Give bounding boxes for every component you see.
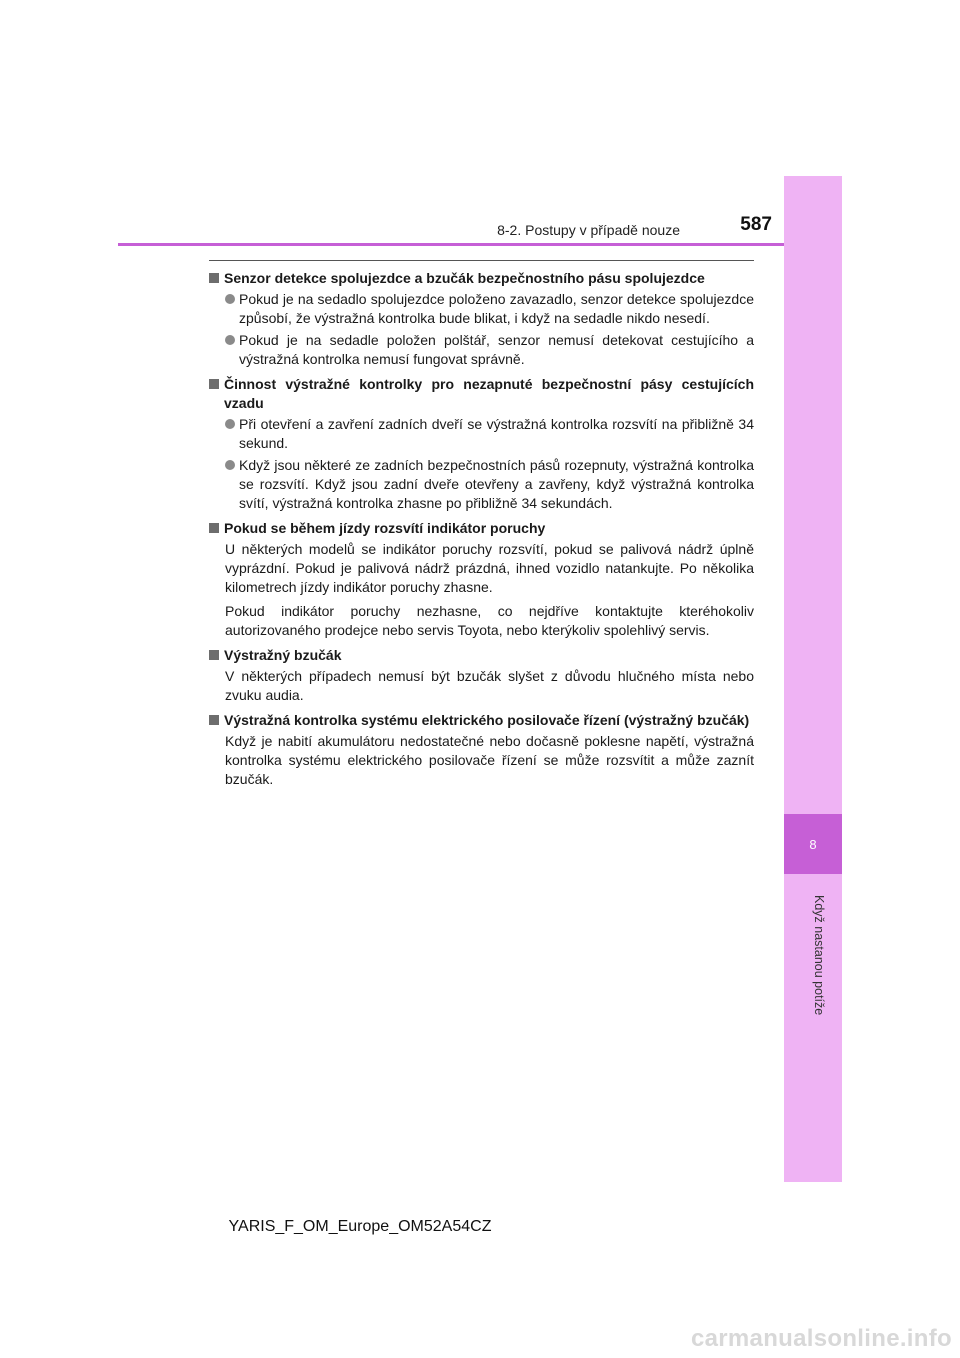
section-heading: Výstražný bzučák [209, 646, 754, 665]
bullet-item [209, 415, 754, 453]
bullet-item [209, 456, 754, 513]
chapter-number-tab[interactable] [784, 814, 842, 874]
bullet-dot-icon [225, 460, 235, 470]
bullet-dot-icon [225, 294, 235, 304]
bullet-text: Když jsou některé ze zadních bezpečnostních pásů rozepnuty, výstražná kontrolka se rozsvítí. Když jsou zadní dveře otevřeny a zavřeny, když výstražná kontrolka svítí, výstražná kontrolka zhasne po přibližně 34 sekundách. [239, 457, 754, 511]
bullet-text: Pokud je na sedadlo spolujezdce položeno zavazadlo, senzor detekce spolujezdce způsobí, že výstražná kontrolka bude blikat, i když na sedadle nikdo nesedí. [239, 291, 754, 326]
bullet-text: Při otevření a zavření zadních dveří se výstražná kontrolka rozsvítí na přibližně 34 sekund. [239, 416, 754, 451]
section-heading: Pokud se během jízdy rozsvítí indikátor poruchy [209, 519, 754, 538]
paragraph: Pokud indikátor poruchy nezhasne, co nejdříve kontaktujte kteréhokoliv autorizovaného prodejce nebo servis Toyota, nebo kterýkoliv spolehlivý servis. [225, 603, 754, 638]
bullet-item [209, 290, 754, 328]
bullet-text: Pokud je na sedadle položen polštář, senzor nemusí detekovat cestujícího a výstražná kontrolka nemusí fungovat správně. [239, 332, 754, 367]
footer-doc-code: YARIS_F_OM_Europe_OM52A54CZ [228, 1218, 492, 1235]
watermark: carmanualsonline.info [690, 1325, 952, 1352]
paragraph: Když je nabití akumulátoru nedostatečné nebo dočasně poklesne napětí, výstražná kontrolka systému elektrického posilovače řízení se může rozsvítit a může zaznít bzučák. [225, 733, 754, 787]
content-top-rule [209, 260, 754, 261]
bullet-item [209, 331, 754, 369]
section-heading: Senzor detekce spolujezdce a bzučák bezpečnostního pásu spolujezdce [209, 269, 754, 288]
chapter-number: 8 [809, 836, 817, 852]
paragraph: U některých modelů se indikátor poruchy rozsvítí, pokud se palivová nádrž úplně vyprázdní. Pokud je palivová nádrž prázdná, ihned vozidlo natankujte. Po několika kilometrech jízdy indikátor poruchy zhasne. [225, 541, 754, 595]
section-heading: Výstražná kontrolka systému elektrického posilovače řízení (výstražný bzučák) [209, 711, 754, 730]
page-content [209, 265, 754, 789]
chapter-side-tab [784, 176, 842, 1182]
page-number: 587 [740, 214, 772, 235]
section-title: 8-2. Postupy v případě nouze [497, 222, 680, 238]
chapter-label: Když nastanou potíže [812, 894, 826, 1016]
bullet-dot-icon [225, 335, 235, 345]
paragraph: V některých případech nemusí být bzučák slyšet z důvodu hlučného místa nebo zvuku audia. [225, 668, 754, 703]
header-divider [118, 243, 784, 246]
section-heading: Činnost výstražné kontrolky pro nezapnuté bezpečnostní pásy cestujících vzadu [209, 375, 754, 413]
bullet-dot-icon [225, 419, 235, 429]
